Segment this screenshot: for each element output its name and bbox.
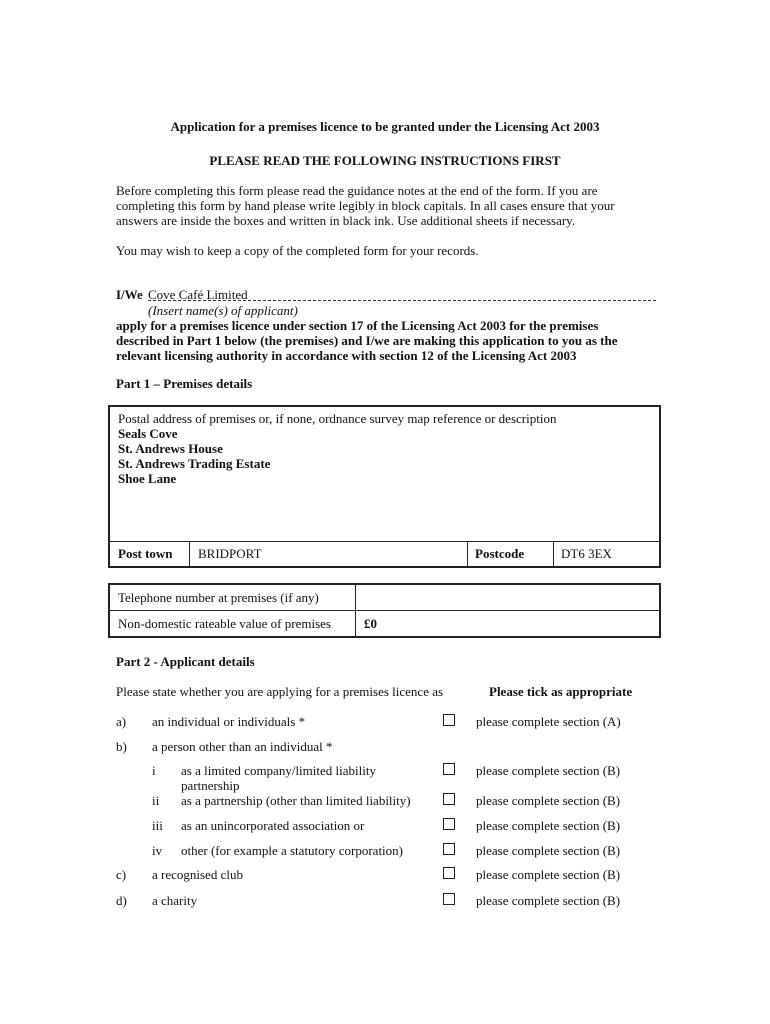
option-label: a recognised club [152, 867, 243, 882]
postcode-label: Postcode [475, 546, 525, 561]
option-label: as an unincorporated association or [181, 818, 365, 833]
address-line: St. Andrews House [118, 441, 223, 456]
instructions-heading: PLEASE READ THE FOLLOWING INSTRUCTIONS FIRST [209, 153, 561, 168]
intro-paragraph [116, 183, 656, 228]
option-marker: ii [152, 793, 160, 808]
applicant-name-underline [148, 300, 656, 301]
option-note: please complete section (B) [476, 818, 621, 833]
applicant-name-hint: (Insert name(s) of applicant) [148, 303, 298, 318]
rateable-label: Non-domestic rateable value of premises [118, 616, 331, 631]
option-note: please complete section (A) [476, 714, 621, 729]
option-note: please complete section (B) [476, 893, 621, 908]
divider [189, 541, 190, 566]
other-checkbox[interactable] [443, 843, 455, 855]
divider [467, 541, 468, 566]
limited-company-checkbox[interactable] [443, 763, 455, 775]
applicant-name-field[interactable]: Cove Café Limited [148, 287, 248, 302]
charity-checkbox[interactable] [443, 893, 455, 905]
copy-note: You may wish to keep a copy of the completed form for your records. [116, 243, 479, 258]
postcode-field[interactable]: DT6 3EX [561, 546, 612, 561]
option-note: please complete section (B) [476, 867, 621, 882]
intro-line: completing this form by hand please write legibly in block capitals. In all cases ensure that your [116, 198, 615, 213]
option-marker: i [152, 763, 156, 778]
individual-checkbox[interactable] [443, 714, 455, 726]
part2-heading: Part 2 - Applicant details [116, 654, 255, 669]
address-line: Seals Cove [118, 426, 178, 441]
post-town-field[interactable]: BRIDPORT [198, 546, 262, 561]
option-marker: c) [116, 867, 127, 882]
option-label: as a limited company/limited liability [181, 763, 376, 778]
option-note: please complete section (B) [476, 763, 621, 778]
statement-line: relevant licensing authority in accordance with section 12 of the Licensing Act 2003 [116, 348, 577, 363]
address-field[interactable] [118, 426, 270, 486]
option-marker: iv [152, 843, 163, 858]
option-label: other (for example a statutory corporation) [181, 843, 403, 858]
intro-line: Before completing this form please read the guidance notes at the end of the form. If you are [116, 183, 598, 198]
option-note: please complete section (B) [476, 843, 621, 858]
part1-heading: Part 1 – Premises details [116, 376, 253, 391]
option-label-continued: partnership [181, 778, 240, 793]
option-note: please complete section (B) [476, 793, 621, 808]
divider [355, 585, 356, 636]
telephone-label: Telephone number at premises (if any) [118, 590, 319, 605]
unincorporated-association-checkbox[interactable] [443, 818, 455, 830]
option-label: an individual or individuals * [152, 714, 306, 729]
statement-line: described in Part 1 below (the premises) and I/we are making this application to you as the [116, 333, 618, 348]
telephone-field[interactable] [358, 586, 656, 610]
divider [553, 541, 554, 566]
premises-contact-box [108, 583, 661, 638]
address-line: Shoe Lane [118, 471, 177, 486]
statement-line: apply for a premises licence under section 17 of the Licensing Act 2003 for the premises [116, 318, 599, 333]
divider [110, 610, 659, 611]
applicant-type-question: Please state whether you are applying for a premises licence as [116, 684, 444, 699]
rateable-value-field[interactable]: £0 [364, 616, 377, 631]
recognised-club-checkbox[interactable] [443, 867, 455, 879]
option-label: a person other than an individual * [152, 739, 333, 754]
iwe-label: I/We [116, 287, 143, 302]
intro-line: answers are inside the boxes and written in black ink. Use additional sheets if necessary. [116, 213, 576, 228]
option-label: a charity [152, 893, 198, 908]
tick-heading: Please tick as appropriate [489, 684, 633, 699]
post-town-label: Post town [118, 546, 173, 561]
address-line: St. Andrews Trading Estate [118, 456, 271, 471]
address-label: Postal address of premises or, if none, ordnance survey map reference or description [118, 411, 557, 426]
option-marker: b) [116, 739, 127, 754]
applicant-statement [116, 318, 656, 363]
option-marker: d) [116, 893, 127, 908]
premises-address-box [108, 405, 661, 568]
option-marker: iii [152, 818, 163, 833]
form-title: Application for a premises licence to be granted under the Licensing Act 2003 [170, 119, 600, 134]
option-label: as a partnership (other than limited liability) [181, 793, 411, 808]
option-marker: a) [116, 714, 127, 729]
partnership-checkbox[interactable] [443, 793, 455, 805]
